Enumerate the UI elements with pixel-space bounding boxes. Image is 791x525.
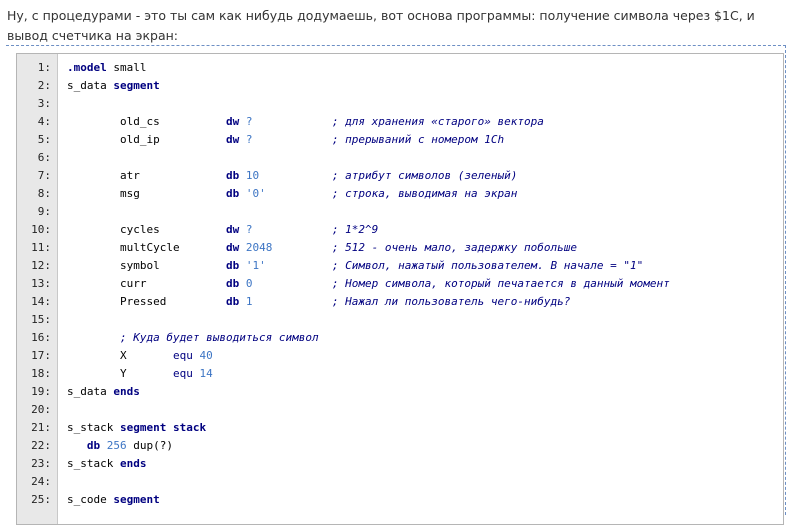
line-number: 20: <box>31 403 51 416</box>
code-token: curr <box>67 277 226 290</box>
code-token <box>239 295 246 308</box>
code-token: ; Номер символа, который печатается в данный момент <box>331 277 670 290</box>
code-token: 10 <box>245 169 260 182</box>
code-token: ? <box>245 133 253 146</box>
code-text <box>67 455 146 473</box>
code-token: ; прерываний с номером 1Ch <box>331 133 505 146</box>
code-token: 2048 <box>245 241 273 254</box>
code-line <box>17 257 783 275</box>
code-text <box>67 167 517 185</box>
code-lines <box>17 59 783 509</box>
code-token: ends <box>113 385 140 398</box>
code-text <box>67 257 643 275</box>
code-line <box>17 185 783 203</box>
line-number: 5: <box>37 133 51 146</box>
code-token: db <box>86 439 101 452</box>
code-line <box>17 401 783 419</box>
line-number: 3: <box>37 97 51 110</box>
line-number: 8: <box>37 187 51 200</box>
code-token: symbol <box>67 259 226 272</box>
line-number: 11: <box>31 241 51 254</box>
code-token: X <box>67 349 173 362</box>
code-text <box>67 77 160 95</box>
code-token <box>239 277 246 290</box>
line-number: 10: <box>31 223 51 236</box>
code-token: db <box>225 259 240 272</box>
code-token: Pressed <box>67 295 226 308</box>
code-token <box>100 439 107 452</box>
code-token: s_stack <box>67 457 120 470</box>
line-number: 2: <box>37 79 51 92</box>
code-line <box>17 491 783 509</box>
code-token: ; атрибут символов (зеленый) <box>331 169 518 182</box>
line-number: 14: <box>31 295 51 308</box>
code-token: 0 <box>245 277 253 290</box>
code-token: ? <box>245 115 253 128</box>
code-token: segment stack <box>119 421 207 434</box>
code-token: ends <box>119 457 147 470</box>
code-token: 1 <box>245 295 253 308</box>
code-token: segment <box>113 493 160 506</box>
code-token: s_stack <box>67 421 120 434</box>
code-token: ; для хранения «старого» вектора <box>331 115 544 128</box>
code-token <box>266 187 332 200</box>
code-token: old_ip <box>67 133 226 146</box>
code-token: ; 1*2^9 <box>331 223 379 236</box>
code-line <box>17 437 783 455</box>
code-token: atr <box>67 169 226 182</box>
line-number: 1: <box>37 61 51 74</box>
code-line <box>17 293 783 311</box>
code-line <box>17 329 783 347</box>
code-token <box>67 439 87 452</box>
code-line <box>17 203 783 221</box>
code-token: Y <box>67 367 173 380</box>
code-text <box>67 347 213 365</box>
code-token: s_data <box>67 385 114 398</box>
code-line <box>17 311 783 329</box>
code-token: msg <box>67 187 226 200</box>
line-number: 17: <box>31 349 51 362</box>
code-text <box>67 437 173 455</box>
code-line <box>17 221 783 239</box>
code-line <box>17 77 783 95</box>
code-text <box>67 293 570 311</box>
code-line <box>17 275 783 293</box>
code-token <box>239 223 246 236</box>
code-line <box>17 455 783 473</box>
code-token: dw <box>225 223 240 236</box>
line-number: 9: <box>37 205 51 218</box>
line-number: 13: <box>31 277 51 290</box>
code-text <box>67 131 504 149</box>
quote-border-right <box>785 45 786 515</box>
code-token: db <box>225 187 240 200</box>
code-token: old_cs <box>67 115 226 128</box>
line-number: 15: <box>31 313 51 326</box>
code-text <box>67 329 319 347</box>
line-number: 25: <box>31 493 51 506</box>
code-token <box>239 259 246 272</box>
line-number: 6: <box>37 151 51 164</box>
code-token: dw <box>225 133 240 146</box>
code-token <box>252 115 331 128</box>
code-token: segment <box>113 79 160 92</box>
code-token <box>67 331 120 344</box>
code-token: db <box>225 277 240 290</box>
code-token <box>272 241 332 254</box>
code-token <box>259 169 332 182</box>
line-number: 4: <box>37 115 51 128</box>
code-token <box>239 169 246 182</box>
code-token: ; Символ, нажатый пользователем. В начале = "1" <box>331 259 644 272</box>
code-token: dw <box>225 115 240 128</box>
code-text <box>67 59 147 77</box>
code-text <box>67 239 577 257</box>
code-line <box>17 473 783 491</box>
code-token: db <box>225 295 240 308</box>
code-text <box>67 185 517 203</box>
code-token <box>252 223 331 236</box>
post-intro-text: Ну, с процедурами - это ты сам как нибудь додумаешь, вот основа программы: получение символа через $1С, и вывод счетчика на экран: <box>7 8 755 43</box>
code-token: small <box>106 61 147 74</box>
code-text <box>67 383 140 401</box>
code-line <box>17 383 783 401</box>
code-line <box>17 419 783 437</box>
code-text <box>67 113 544 131</box>
code-token <box>252 295 331 308</box>
code-token: ; 512 - очень мало, задержку побольше <box>331 241 577 254</box>
code-token: ? <box>245 223 253 236</box>
code-token: equ <box>172 367 193 380</box>
line-number: 16: <box>31 331 51 344</box>
code-token <box>252 277 331 290</box>
code-token <box>252 133 331 146</box>
code-token: .model <box>67 61 107 74</box>
code-token: multCycle <box>67 241 226 254</box>
code-line <box>17 365 783 383</box>
code-text <box>67 275 670 293</box>
code-text <box>67 365 213 383</box>
code-token <box>266 259 332 272</box>
code-line <box>17 239 783 257</box>
code-text <box>67 491 160 509</box>
line-number: 22: <box>31 439 51 452</box>
quote-border-top <box>6 45 786 46</box>
code-token: 40 <box>199 349 213 362</box>
code-token: ; Нажал ли пользователь чего-нибудь? <box>331 295 571 308</box>
line-number: 7: <box>37 169 51 182</box>
code-text <box>67 419 206 437</box>
line-number: 12: <box>31 259 51 272</box>
code-line <box>17 113 783 131</box>
line-number: 19: <box>31 385 51 398</box>
code-token: cycles <box>67 223 226 236</box>
code-token <box>239 187 246 200</box>
code-token <box>239 241 246 254</box>
code-token <box>239 133 246 146</box>
line-number: 18: <box>31 367 51 380</box>
code-token: s_data <box>67 79 114 92</box>
code-token: ; строка, выводимая на экран <box>331 187 518 200</box>
code-token: db <box>225 169 240 182</box>
code-line <box>17 167 783 185</box>
code-text <box>67 221 378 239</box>
code-token: ; Куда будет выводиться символ <box>119 331 319 344</box>
code-token: '0' <box>245 187 266 200</box>
code-token: dw <box>225 241 240 254</box>
code-line <box>17 59 783 77</box>
line-number: 21: <box>31 421 51 434</box>
code-line <box>17 149 783 167</box>
code-line <box>17 131 783 149</box>
code-token: dup(?) <box>126 439 173 452</box>
code-token: 256 <box>106 439 127 452</box>
code-token <box>239 115 246 128</box>
code-token: 14 <box>199 367 213 380</box>
code-line <box>17 95 783 113</box>
code-token: '1' <box>245 259 266 272</box>
code-block[interactable] <box>16 53 784 525</box>
line-number: 24: <box>31 475 51 488</box>
code-token: equ <box>172 349 193 362</box>
line-number: 23: <box>31 457 51 470</box>
code-token: s_code <box>67 493 114 506</box>
code-line <box>17 347 783 365</box>
